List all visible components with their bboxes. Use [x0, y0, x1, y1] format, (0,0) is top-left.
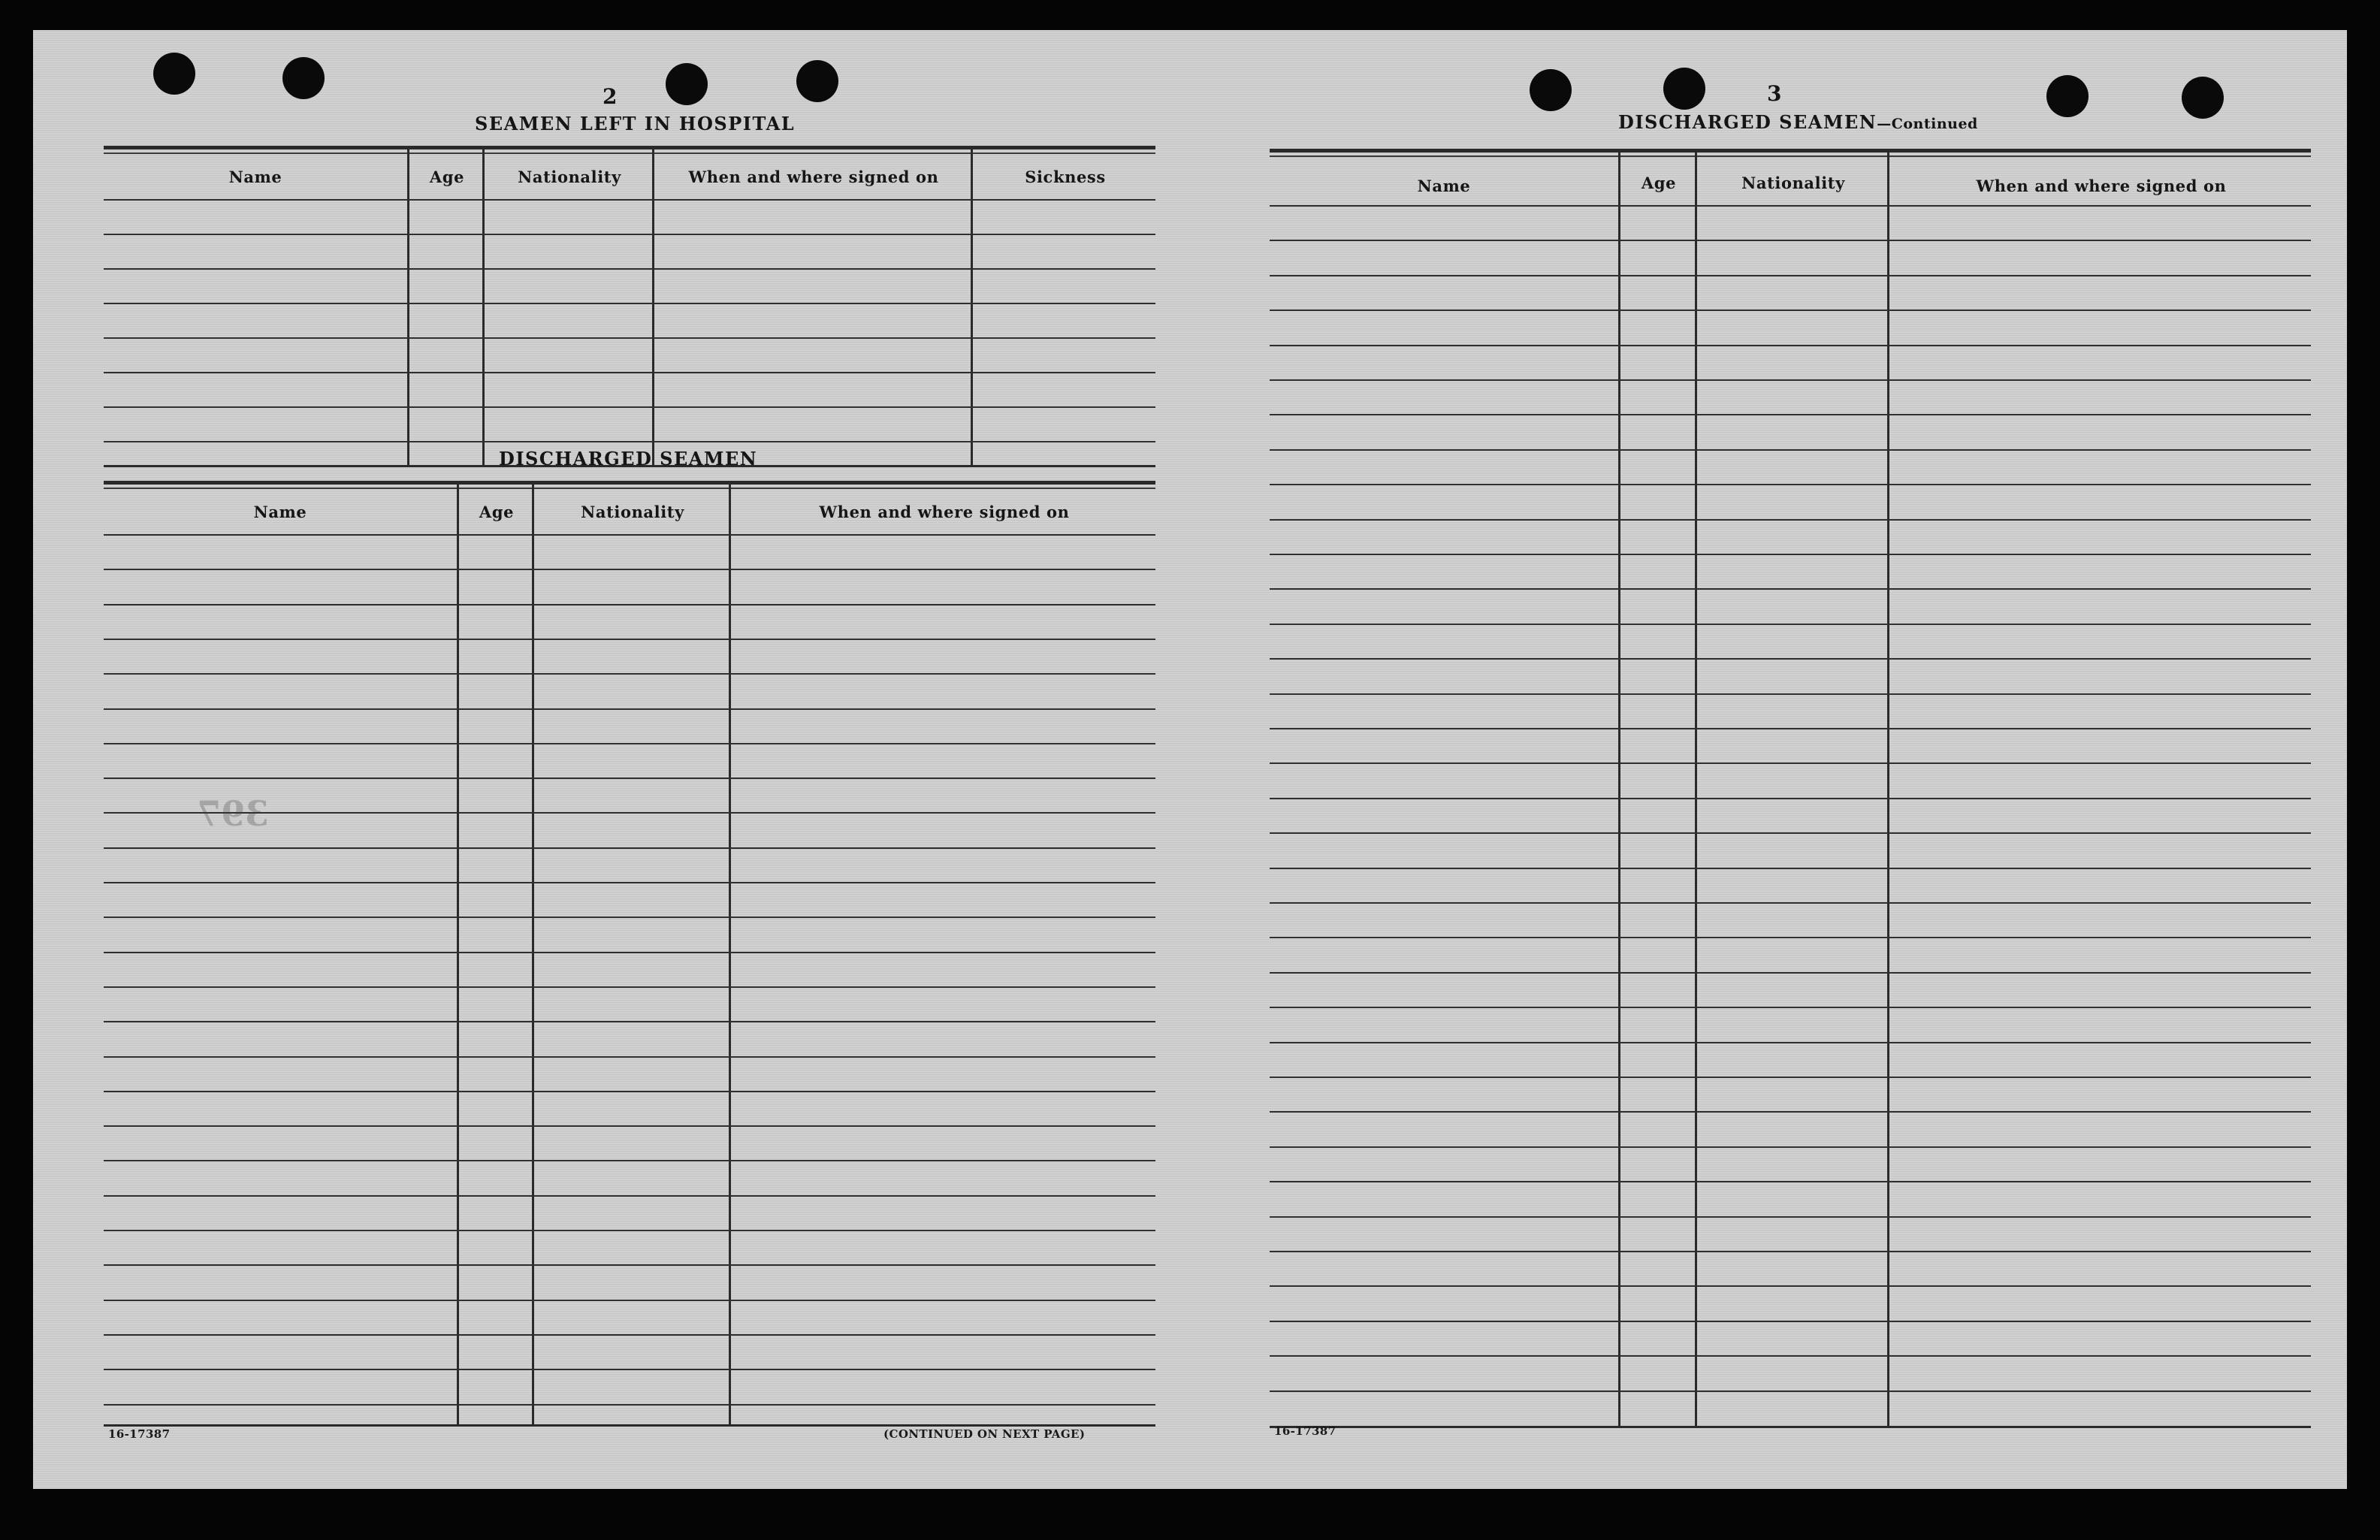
row-line: [1270, 240, 2311, 241]
column-header: Name: [1417, 177, 1471, 195]
hospital-col-name: [104, 149, 407, 465]
punch-hole-icon: [796, 60, 838, 102]
row-line: [1270, 902, 2311, 904]
row-line: [104, 604, 1155, 605]
row-line: [104, 1334, 1155, 1336]
discharged-col-signed-on: [729, 485, 1158, 1427]
row-line: [1270, 832, 2311, 834]
row-line: [1270, 345, 2311, 346]
row-line: [1270, 205, 2311, 207]
row-line: [104, 1091, 1155, 1092]
column-header: When and where signed on: [819, 503, 1070, 521]
row-line: [1270, 275, 2311, 276]
row-line: [104, 303, 1155, 304]
discharged-continued-table: [1270, 149, 2311, 1428]
discharged-col-name: [104, 485, 457, 1427]
discharged-section-title: DISCHARGED SEAMEN: [499, 448, 758, 470]
row-line: [1270, 1181, 2311, 1182]
discharged-table: [104, 481, 1155, 1427]
row-line: [104, 778, 1155, 779]
row-line: [104, 441, 1155, 442]
row-line: [104, 916, 1155, 918]
row-line: [1270, 1146, 2311, 1148]
row-line: [104, 1056, 1155, 1058]
row-line: [1270, 1355, 2311, 1357]
punch-hole-icon: [282, 57, 325, 99]
row-line: [104, 534, 1155, 536]
row-line: [1270, 1042, 2311, 1043]
page-number-right: 3: [1767, 81, 1782, 106]
row-line: [104, 1021, 1155, 1022]
row-line: [104, 372, 1155, 373]
hospital-table: [104, 146, 1155, 467]
table-bottom-line: [1270, 1426, 2311, 1428]
punch-hole-icon: [666, 63, 708, 105]
row-line: [104, 1160, 1155, 1161]
row-line: [104, 1195, 1155, 1197]
row-line: [1270, 624, 2311, 625]
row-line: [104, 1230, 1155, 1231]
faint-stamp: 397: [197, 793, 270, 834]
row-line: [1270, 1251, 2311, 1252]
hospital-section-title: SEAMEN LEFT IN HOSPITAL: [475, 113, 796, 134]
column-header: Nationality: [518, 168, 621, 186]
form-number-left: 16-17387: [108, 1427, 171, 1441]
row-line: [1270, 1285, 2311, 1287]
column-header: When and where signed on: [688, 168, 939, 186]
row-line: [1270, 554, 2311, 555]
discharged-col-nationality: [532, 485, 731, 1427]
row-line: [1270, 310, 2311, 311]
row-line: [1270, 693, 2311, 695]
discharged-col-age: [457, 485, 534, 1427]
row-line: [1270, 1391, 2311, 1392]
row-line: [104, 199, 1155, 201]
row-line: [1270, 868, 2311, 869]
row-line: [1270, 449, 2311, 451]
row-line: [104, 406, 1155, 408]
page-number-left: 2: [603, 84, 618, 109]
row-line: [1270, 588, 2311, 590]
row-line: [1270, 1216, 2311, 1218]
row-line: [104, 234, 1155, 235]
row-line: [104, 882, 1155, 883]
punch-hole-icon: [1663, 68, 1705, 110]
row-line: [104, 1125, 1155, 1127]
row-line: [104, 1300, 1155, 1301]
hospital-col-nationality: [482, 149, 654, 465]
column-header: Name: [228, 168, 282, 186]
row-line: [1270, 658, 2311, 660]
row-line: [104, 1264, 1155, 1266]
discharged-continued-title: [1618, 111, 1978, 133]
column-header: Age: [479, 503, 515, 521]
row-line: [1270, 484, 2311, 485]
hospital-col-age: [407, 149, 485, 465]
row-line: [1270, 728, 2311, 729]
row-line: [104, 268, 1155, 270]
row-line: [104, 639, 1155, 640]
column-header: Nationality: [581, 503, 684, 521]
punch-hole-icon: [153, 53, 195, 95]
row-line: [104, 743, 1155, 744]
row-line: [1270, 1321, 2311, 1322]
column-header: When and where signed on: [1976, 177, 2227, 195]
row-line: [1270, 937, 2311, 938]
row-line: [104, 673, 1155, 675]
row-line: [104, 952, 1155, 953]
row-line: [104, 1404, 1155, 1406]
row-line: [1270, 519, 2311, 521]
row-line: [1270, 379, 2311, 381]
row-line: [104, 337, 1155, 339]
row-line: [1270, 798, 2311, 799]
row-line: [104, 569, 1155, 570]
punch-hole-icon: [2182, 77, 2224, 119]
hospital-col-signed-on: [652, 149, 973, 465]
column-header: Name: [253, 503, 307, 521]
hospital-col-sickness: [971, 149, 1158, 465]
section-title-text: DISCHARGED SEAMEN: [1618, 111, 1877, 133]
row-line: [1270, 1076, 2311, 1078]
section-title-suffix: —Continued: [1877, 116, 1978, 132]
row-line: [1270, 762, 2311, 764]
row-line: [104, 708, 1155, 710]
column-header: Nationality: [1741, 174, 1845, 192]
punch-hole-icon: [1530, 69, 1572, 111]
row-line: [104, 986, 1155, 988]
row-line: [1270, 1007, 2311, 1008]
row-line: [104, 1369, 1155, 1370]
form-number-right: 16-17387: [1274, 1424, 1336, 1438]
punch-hole-icon: [2046, 75, 2089, 117]
column-header: Age: [429, 168, 465, 186]
row-line: [1270, 414, 2311, 415]
column-header: Sickness: [1025, 168, 1106, 186]
scanned-document-sheet: [33, 30, 2347, 1489]
row-line: [1270, 1111, 2311, 1113]
continued-note: (CONTINUED ON NEXT PAGE): [883, 1427, 1086, 1441]
row-line: [1270, 972, 2311, 974]
column-header: Age: [1641, 174, 1677, 192]
row-line: [104, 847, 1155, 849]
table-bottom-line: [104, 1424, 1155, 1427]
